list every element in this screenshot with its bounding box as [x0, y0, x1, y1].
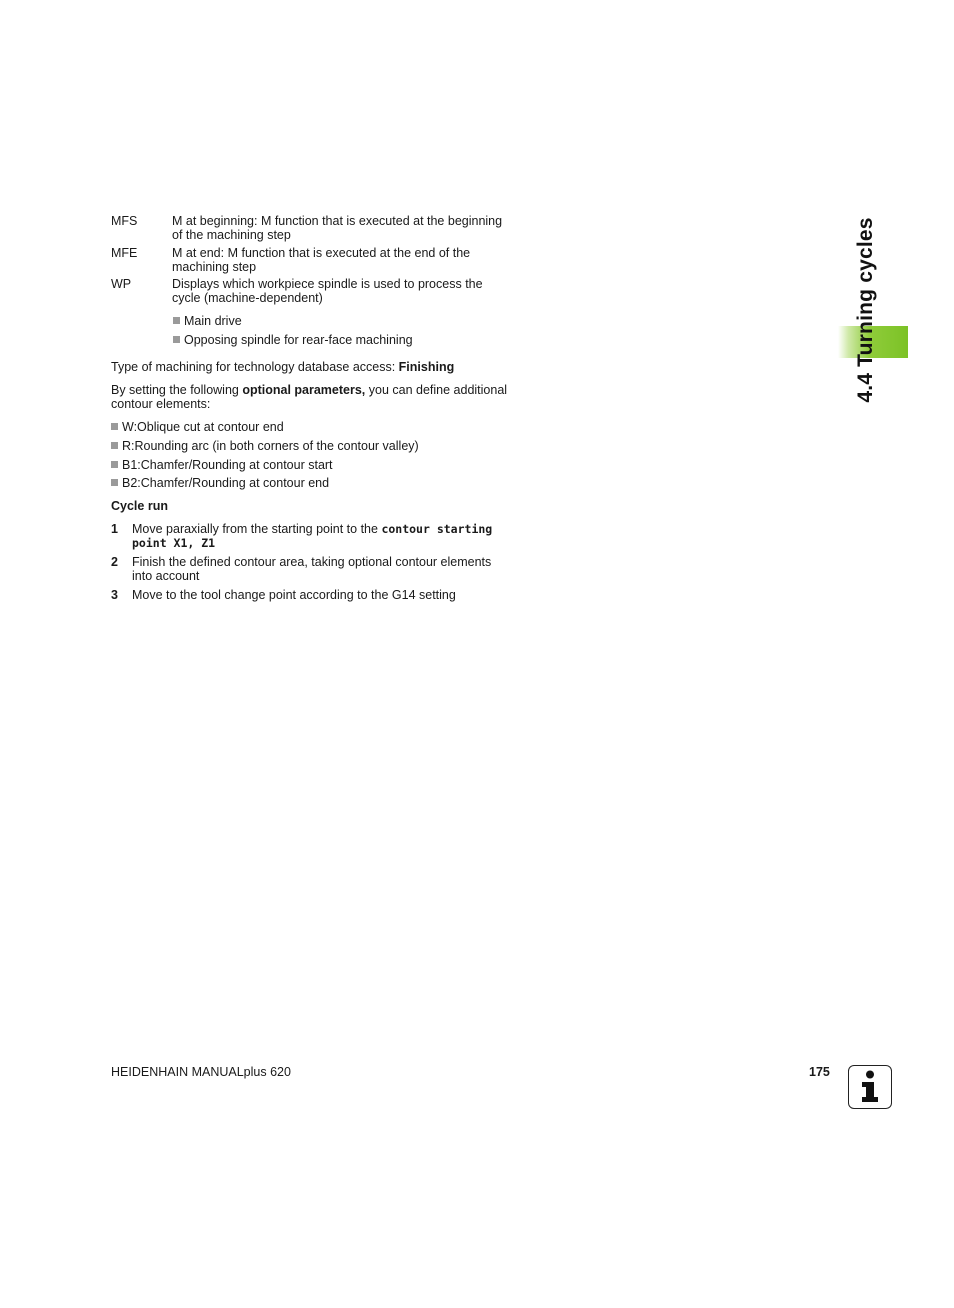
optional-item-label: B2:Chamfer/Rounding at contour end — [122, 476, 330, 490]
param-code: MFE — [111, 246, 138, 260]
bullet-square-icon — [173, 317, 180, 324]
optional-intro-after: you can define additional contour elements: — [111, 383, 508, 411]
param-code: MFS — [111, 214, 138, 228]
param-description: M at end: M function that is executed at the end of the machining step — [172, 246, 471, 274]
bullet-square-icon — [111, 461, 118, 468]
bullet-square-icon — [173, 336, 180, 343]
section-title-vertical: 4.4 Turning cycles — [854, 217, 877, 403]
bullet-square-icon — [111, 442, 118, 449]
optional-intro-bold: optional parameters, — [242, 383, 366, 397]
param-code: WP — [111, 277, 132, 291]
param-description: Displays which workpiece spindle is used to process the cycle (machine-dependent) — [172, 277, 483, 305]
step-number: 3 — [111, 588, 118, 602]
optional-item-label: B1:Chamfer/Rounding at contour start — [122, 458, 333, 472]
step-number: 1 — [111, 522, 118, 536]
optional-item — [111, 476, 329, 490]
step-text — [132, 522, 512, 550]
info-icon — [848, 1065, 892, 1109]
optional-item — [111, 420, 284, 434]
optional-item-label: R:Rounding arc (in both corners of the contour valley) — [122, 439, 419, 453]
bullet-square-icon — [111, 479, 118, 486]
step-text: Move to the tool change point according to the G14 setting — [132, 588, 456, 602]
optional-item-label: W:Oblique cut at contour end — [122, 420, 284, 434]
wp-option-item — [173, 333, 413, 347]
page-number: 175 — [809, 1065, 830, 1079]
step-text: Finish the defined contour area, taking optional contour elements into account — [132, 555, 492, 583]
wp-option-item — [173, 314, 242, 328]
wp-option-label: Opposing spindle for rear-face machining — [184, 333, 413, 347]
bullet-square-icon — [111, 423, 118, 430]
optional-intro-before: By setting the following — [111, 383, 243, 397]
optional-intro — [111, 383, 511, 411]
optional-item — [111, 458, 333, 472]
machining-type-value: Finishing — [398, 360, 455, 374]
optional-item — [111, 439, 419, 453]
info-glyph-icon — [849, 1066, 890, 1107]
step-number: 2 — [111, 555, 118, 569]
cycle-run-heading: Cycle run — [111, 499, 168, 513]
step-text-body: Move paraxially from the starting point to the — [132, 522, 382, 536]
step-code: contour starting point X1, Z1 — [132, 522, 493, 550]
machining-type-text: Type of machining for technology database access: — [111, 360, 399, 374]
machining-type-line — [111, 360, 511, 374]
wp-option-label: Main drive — [184, 314, 242, 328]
footer-manual-name: HEIDENHAIN MANUALplus 620 — [111, 1065, 291, 1079]
param-description: M at beginning: M function that is executed at the beginning of the machining step — [172, 214, 503, 242]
